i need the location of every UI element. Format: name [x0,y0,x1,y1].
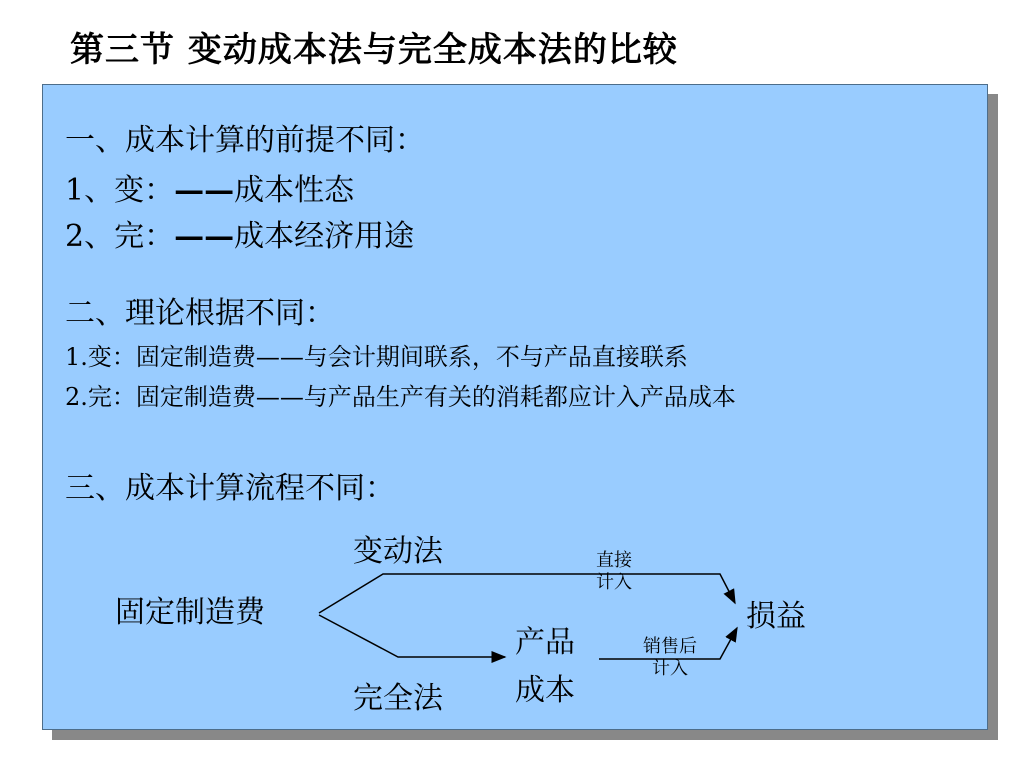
direct-entry-line2: 计入 [596,572,632,593]
product-cost-label [515,619,575,715]
after-sale-entry-label [631,636,709,680]
section1-item2-dash: —— [174,219,235,254]
content-panel [42,84,988,730]
product-cost-line2: 成本 [515,673,575,708]
direct-entry-label [588,550,640,594]
section2-item2: 2.完：固定制造费——与产品生产有关的消耗都应计入产品成本 [65,383,736,411]
section2-item1: 1.变：固定制造费——与会计期间联系，不与产品直接联系 [65,343,688,371]
full-method-label: 完全法 [353,681,443,716]
section1-item2-prefix: 2、完： [65,219,175,254]
upper-branch-line [319,574,735,613]
section1-item1-dash: —— [174,173,235,208]
section1-item2-text: 成本经济用途 [234,219,415,254]
lower-branch-line [319,615,505,657]
after-sale-line2: 计入 [652,658,688,679]
section2-heading: 二、理论根据不同： [65,296,335,331]
source-label: 固定制造费 [115,595,265,630]
variable-method-label: 变动法 [353,534,443,569]
profit-loss-label: 损益 [746,599,806,634]
section1-heading: 一、成本计算的前提不同： [65,123,425,158]
slide-title: 第三节 变动成本法与完全成本法的比较 [70,30,678,70]
direct-entry-line1: 直接 [596,550,632,571]
section1-item1-text: 成本性态 [234,173,355,208]
section3-heading: 三、成本计算流程不同： [65,471,395,506]
after-sale-line1: 销售后 [643,636,697,657]
section1-item1-prefix: 1、变： [65,173,175,208]
product-cost-line1: 产品 [515,625,575,660]
flow-diagram [43,85,989,731]
